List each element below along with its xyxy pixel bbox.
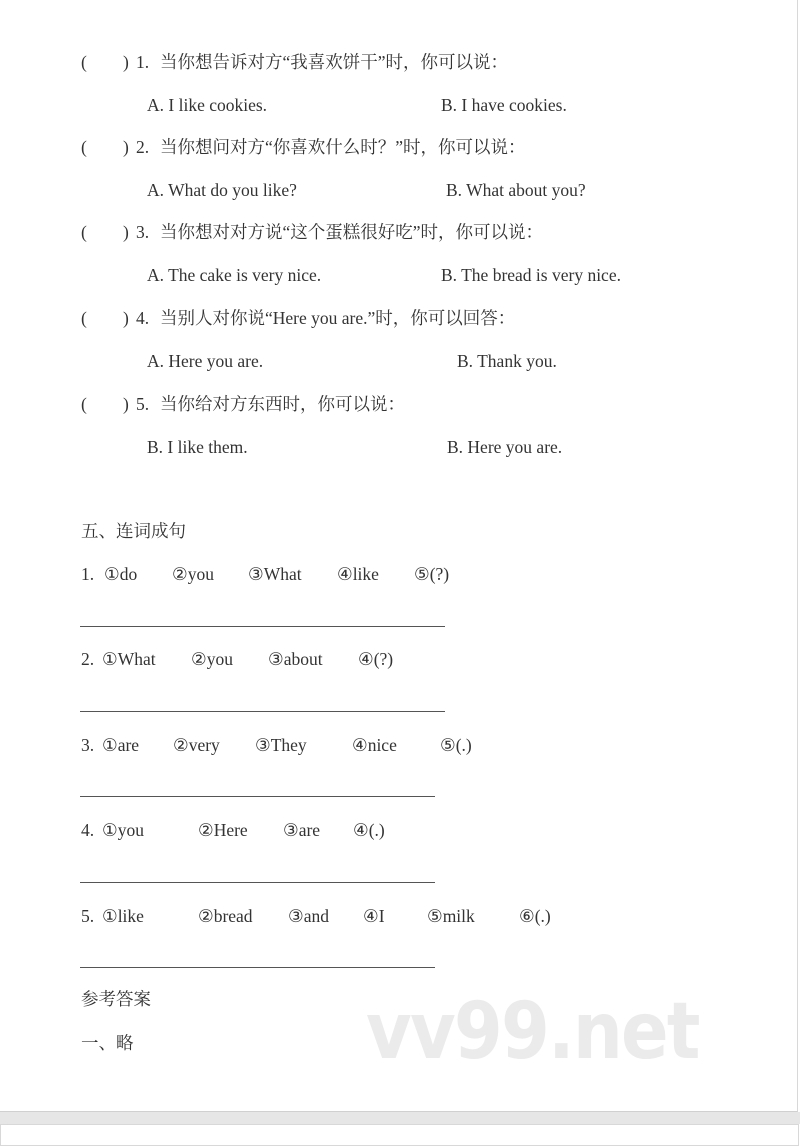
watermark: vv99.net — [366, 987, 699, 1077]
word-token: ③are — [283, 820, 321, 840]
word-token: ④nice — [352, 735, 397, 755]
option-b: B. I have cookies. — [441, 95, 567, 115]
question-prompt: 当你想告诉对方“我喜欢饼干”时，你可以说： — [160, 52, 509, 72]
question-number: 5. — [136, 394, 150, 414]
option-b: B. Thank you. — [457, 351, 557, 371]
answer-line — [80, 882, 435, 883]
word-token: ⑤milk — [427, 906, 475, 926]
question-prompt: 当你想问对方“你喜欢什么时？”时，你可以说： — [160, 137, 526, 157]
word-token: ③about — [268, 649, 323, 669]
option-a: B. I like them. — [147, 437, 248, 457]
word-token: ①you — [102, 820, 144, 840]
item-number: 4. — [81, 820, 95, 840]
word-token: ⑤(?) — [414, 564, 450, 584]
question-prompt: 当别人对你说“Here you are.”时，你可以回答： — [160, 308, 516, 328]
answer-paren-open: ( — [81, 222, 87, 242]
word-token: ④(.) — [353, 820, 385, 840]
word-token: ①do — [104, 564, 138, 584]
word-token: ②you — [191, 649, 233, 669]
answer-paren-close: ) — [123, 52, 129, 72]
section-title: 五、连词成句 — [81, 521, 186, 541]
answer-line — [80, 711, 445, 712]
answer-paren-open: ( — [81, 52, 87, 72]
word-token: ⑤(.) — [440, 735, 472, 755]
item-number: 5. — [81, 906, 95, 926]
item-number: 1. — [81, 564, 95, 584]
answer-paren-close: ) — [123, 308, 129, 328]
option-b: B. Here you are. — [447, 437, 563, 457]
option-b: B. What about you? — [446, 180, 586, 200]
next-page-edge — [0, 1124, 799, 1146]
word-token: ①What — [102, 649, 156, 669]
page-gap — [0, 1112, 800, 1124]
option-a: A. Here you are. — [147, 351, 264, 371]
word-token: ④(?) — [358, 649, 394, 669]
answer-paren-close: ) — [123, 222, 129, 242]
word-token: ④like — [337, 564, 379, 584]
item-number: 2. — [81, 649, 95, 669]
word-token: ②bread — [198, 906, 253, 926]
word-token: ②you — [172, 564, 214, 584]
word-token: ③What — [248, 564, 302, 584]
answer-line — [80, 626, 445, 627]
word-token: ③and — [288, 906, 329, 926]
answer-paren-open: ( — [81, 137, 87, 157]
answer-line — [80, 796, 435, 797]
word-token: ③They — [255, 735, 307, 755]
question-number: 4. — [136, 308, 150, 328]
question-number: 2. — [136, 137, 150, 157]
word-token: ②very — [173, 735, 220, 755]
answer-paren-close: ) — [123, 394, 129, 414]
word-token: ①like — [102, 906, 144, 926]
answer-paren-open: ( — [81, 394, 87, 414]
answer-paren-close: ) — [123, 137, 129, 157]
answer-paren-open: ( — [81, 308, 87, 328]
word-token: ②Here — [198, 820, 248, 840]
question-number: 3. — [136, 222, 150, 242]
question-prompt: 当你给对方东西时，你可以说： — [160, 394, 405, 414]
question-number: 1. — [136, 52, 150, 72]
word-token: ④I — [363, 906, 385, 926]
option-a: A. What do you like? — [147, 180, 297, 200]
question-prompt: 当你想对对方说“这个蛋糕很好吃”时，你可以说： — [160, 222, 544, 242]
option-a: A. The cake is very nice. — [147, 265, 322, 285]
answers-title: 参考答案 — [81, 989, 151, 1009]
answers-part1: 一、略 — [81, 1033, 134, 1053]
answer-line — [80, 967, 435, 968]
option-a: A. I like cookies. — [147, 95, 268, 115]
option-b: B. The bread is very nice. — [441, 265, 621, 285]
word-token: ①are — [102, 735, 140, 755]
word-token: ⑥(.) — [519, 906, 551, 926]
item-number: 3. — [81, 735, 95, 755]
